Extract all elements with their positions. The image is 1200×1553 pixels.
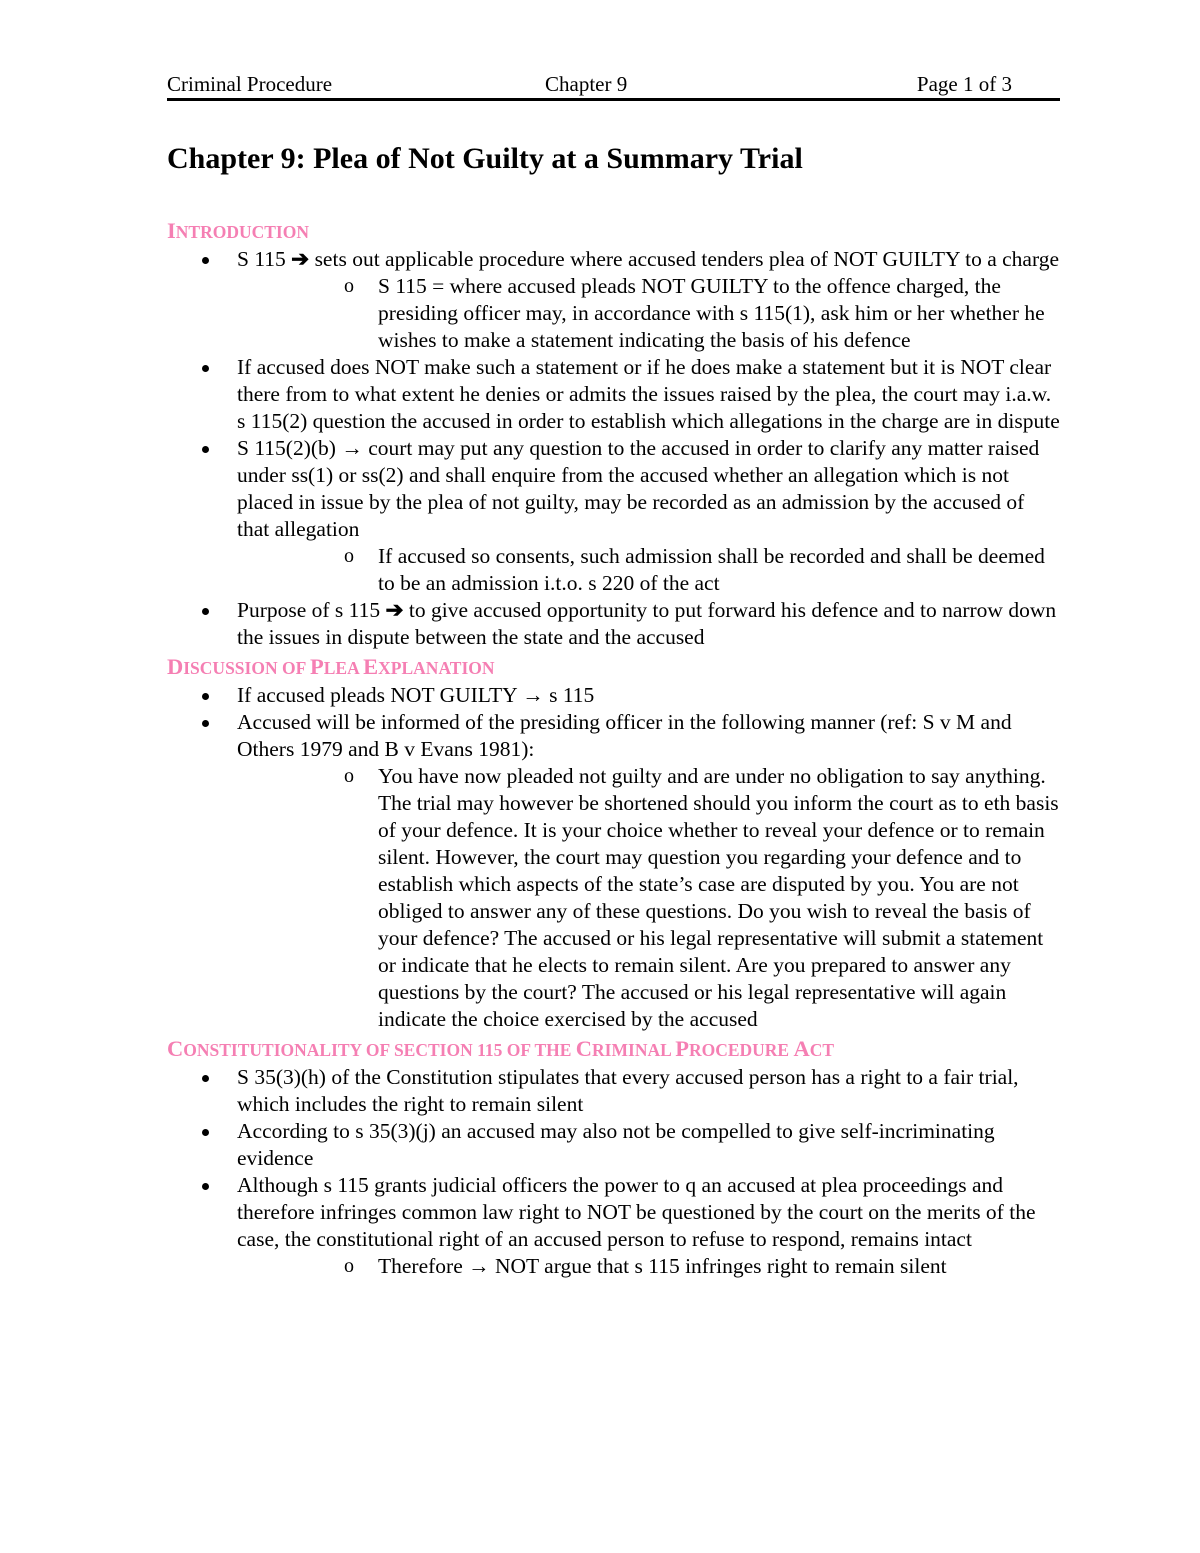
constitutionality-list bbox=[167, 1064, 1060, 1280]
list-item: S 115 ➔ sets out applicable procedure where accused tenders plea of NOT GUILTY to a charge o S 115 = where accused pleads NOT GUILTY to the offence charged, the presiding officer may, in accordance with s 115(1), ask him or her whether he wishes to make a statement indicating the basis of his defence bbox=[167, 246, 1060, 354]
bullet-icon bbox=[202, 720, 209, 727]
sub-list-item: o You have now pleaded not guilty and are under no obligation to say anything. The trial may however be shortened should you inform the court as to eth basis of your defence. It is your choice whether to reveal your defence or to remain silent. However, the court may question you regarding your defence and to establish which aspects of the state’s case are disputed by you. You are not obliged to answer any of these questions. Do you wish to reveal the basis of your defence? The accused or his legal representative will submit a statement or indicate that he elects to remain silent. Are you prepared to answer any questions by the court? The accused or his legal representative will again indicate the choice exercised by the accused bbox=[344, 764, 1059, 1031]
arrow-icon: → bbox=[341, 436, 363, 460]
list-item: If accused pleads NOT GUILTY → s 115 bbox=[167, 682, 1060, 709]
sub-bullet-icon: o bbox=[344, 1255, 354, 1277]
list-item: Accused will be informed of the presiding officer in the following manner (ref: S v M and Others 1979 and B v Evans 1981): o You have now pleaded not guilty and are under no obligation to say anything. The trial may however be shortened should you inform the court as to eth basis of your defence. It is your choice whether to reveal your defence or to remain silent. However, the court may question you regarding your defence and to establish which aspects of the state’s case are disputed by you. You are not obliged to answer any of these questions. Do you wish to reveal the basis of your defence? The accused or his legal representative will submit a statement or indicate that he elects to remain silent. Are you prepared to answer any questions by the court? The accused or his legal representative will again indicate the choice exercised by the accused bbox=[167, 709, 1060, 1033]
sub-bullet-icon: o bbox=[344, 275, 354, 297]
header-chapter: Chapter 9 bbox=[545, 72, 628, 96]
document-body bbox=[167, 215, 1060, 1280]
page-header bbox=[167, 70, 1060, 101]
header-page-number: Page 1 of 3 bbox=[916, 72, 1012, 96]
bullet-icon bbox=[202, 1075, 209, 1082]
list-item: Although s 115 grants judicial officers the power to q an accused at plea proceedings and therefore infringes common law right to NOT be questioned by the court on the merits of the case, the constitutional right of an accused person to refuse to respond, remains intact o Therefore → NOT argue that s 115 infringes right to remain silent bbox=[167, 1172, 1060, 1280]
bullet-icon bbox=[202, 257, 209, 264]
bullet-icon bbox=[202, 1183, 209, 1190]
introduction-list bbox=[167, 246, 1060, 651]
header-course: Criminal Procedure bbox=[167, 72, 333, 96]
bullet-icon bbox=[202, 446, 209, 453]
section-heading-introduction: INTRODUCTION bbox=[167, 218, 309, 243]
list-item: If accused does NOT make such a statement or if he does make a statement but it is NOT clear there from to what extent he denies or admits the issues raised by the plea, the court may i.a.w. s 115(2) question the accused in order to establish which allegations in the charge are in dispute bbox=[167, 354, 1060, 435]
bullet-icon bbox=[202, 1129, 209, 1136]
sub-bullet-icon: o bbox=[344, 545, 354, 567]
bullet-icon bbox=[202, 608, 209, 615]
bold-arrow-icon: ➔ bbox=[291, 247, 310, 271]
section-heading-constitutionality: CONSTITUTIONALITY OF SECTION 115 OF THE CRIMINAL PROCEDURE ACT bbox=[167, 1036, 835, 1061]
bullet-icon bbox=[202, 693, 209, 700]
list-item: S 115(2)(b) → court may put any question to the accused in order to clarify any matter raised under ss(1) or ss(2) and shall enquire from the accused whether an allegation which is not placed in issue by the plea of not guilty, may be recorded as an admission by the accused of that allegation o If accused so consents, such admission shall be recorded and shall be deemed to be an admission i.t.o. s 220 of the act bbox=[167, 435, 1060, 597]
arrow-icon: → bbox=[468, 1254, 490, 1278]
sub-list-item: o Therefore → NOT argue that s 115 infringes right to remain silent bbox=[344, 1254, 947, 1278]
bullet-icon bbox=[202, 365, 209, 372]
discussion-list bbox=[167, 682, 1060, 1033]
sub-list bbox=[307, 763, 1060, 1033]
sub-list bbox=[307, 1253, 1060, 1280]
list-item: S 35(3)(h) of the Constitution stipulates that every accused person has a right to a fair trial, which includes the right to remain silent bbox=[167, 1064, 1060, 1118]
sub-list bbox=[307, 273, 1060, 354]
arrow-icon: → bbox=[522, 683, 544, 707]
sub-list bbox=[307, 543, 1060, 597]
sub-list-item: o S 115 = where accused pleads NOT GUILTY to the offence charged, the presiding officer may, in accordance with s 115(1), ask him or her whether he wishes to make a statement indicating the basis of his defence bbox=[344, 274, 1045, 352]
sub-bullet-icon: o bbox=[344, 765, 354, 787]
page-title: Chapter 9: Plea of Not Guilty at a Summary Trial bbox=[167, 142, 803, 175]
list-item: Purpose of s 115 ➔ to give accused opportunity to put forward his defence and to narrow down the issues in dispute between the state and the accused bbox=[167, 597, 1060, 651]
list-item: According to s 35(3)(j) an accused may also not be compelled to give self-incriminating evidence bbox=[167, 1118, 1060, 1172]
section-heading-discussion: DISCUSSION OF PLEA EXPLANATION bbox=[167, 654, 495, 679]
sub-list-item: o If accused so consents, such admission shall be recorded and shall be deemed to be an admission i.t.o. s 220 of the act bbox=[344, 544, 1045, 595]
bold-arrow-icon: ➔ bbox=[385, 598, 404, 622]
